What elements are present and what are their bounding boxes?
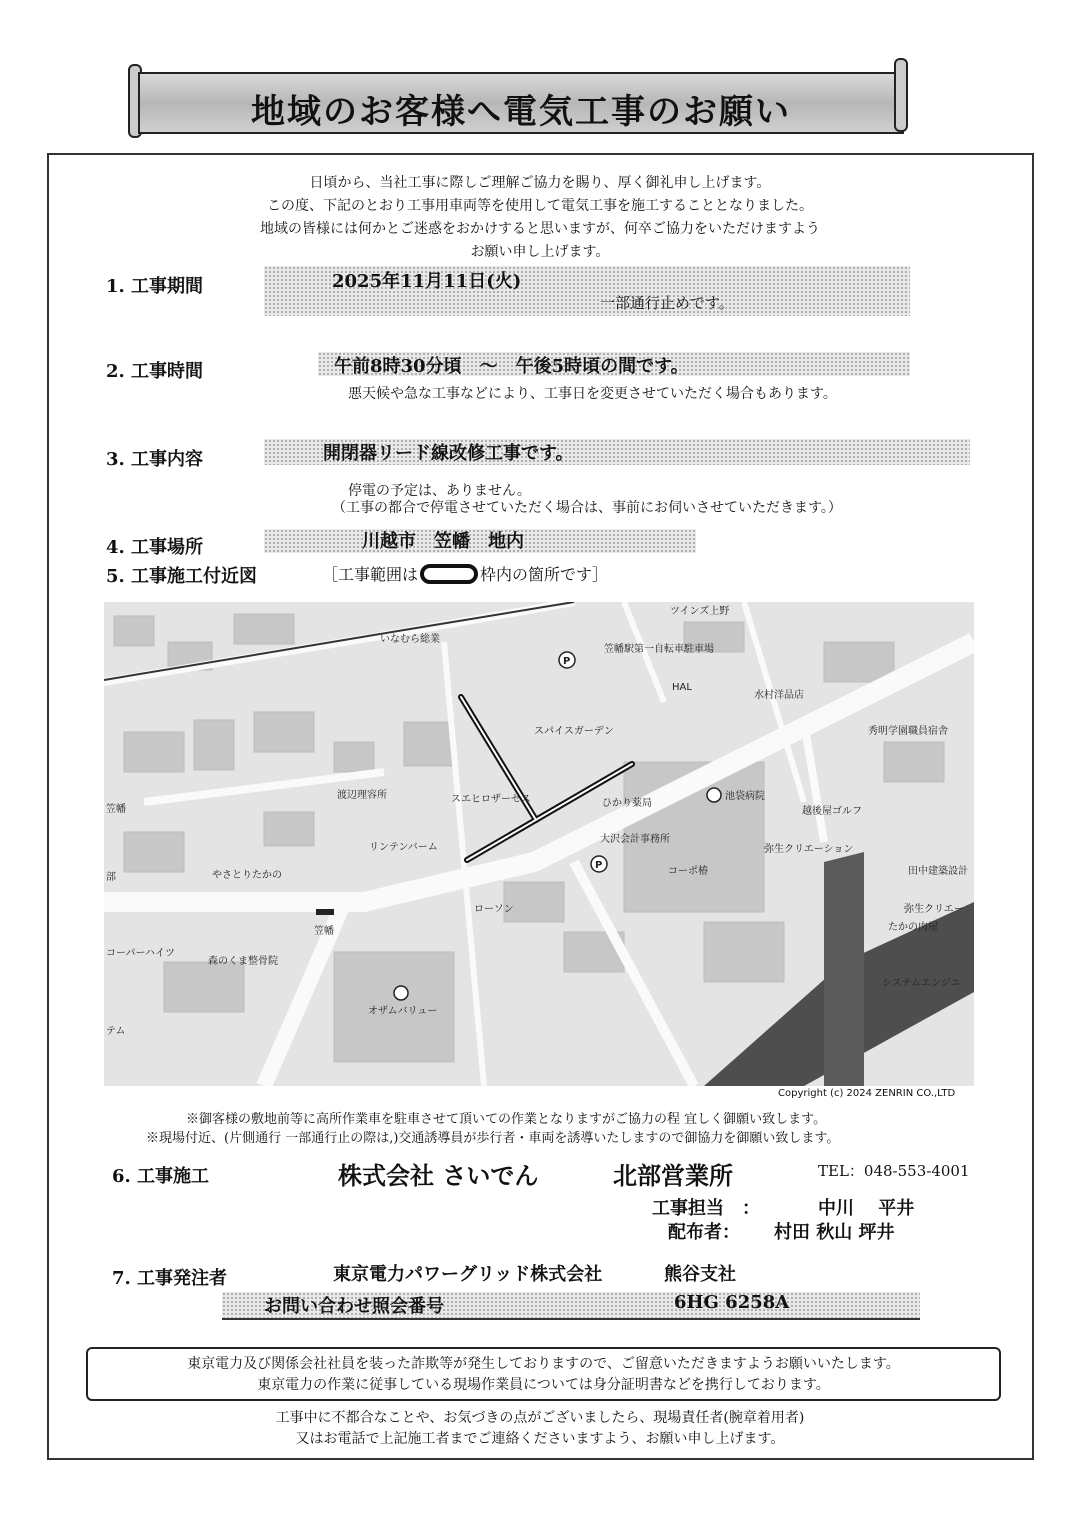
map-label-lawson: ローソン bbox=[474, 904, 514, 915]
map-dark-strip bbox=[824, 852, 864, 1086]
map-label-bu: 部 bbox=[106, 872, 116, 883]
intro-line: 地域の皆様には何かとご迷惑をおかけすると思いますが、何卒ご協力をいただけますよう bbox=[260, 221, 820, 237]
map-building bbox=[264, 812, 314, 846]
map-label-system: システムエンジニ bbox=[882, 978, 961, 989]
staff-label: 工事担当 ： bbox=[652, 1198, 760, 1219]
fraud-warning-box bbox=[86, 1347, 1001, 1401]
map-label-suehiro: スエヒロザーセス bbox=[451, 794, 531, 805]
map-building bbox=[824, 642, 894, 682]
map-label-spice: スパイスガーデン bbox=[534, 726, 614, 737]
closing-line: 又はお電話で上記施工者までご連絡くださいますよう、お願い申し上げます。 bbox=[295, 1431, 785, 1447]
map-building bbox=[404, 722, 454, 766]
client-company: 東京電力パワーグリッド株式会社 bbox=[333, 1264, 603, 1285]
map-label-corpo: コーポ椿 bbox=[668, 866, 708, 877]
period-label: 1. 工事期間 bbox=[106, 276, 204, 297]
map-label-yayoi-2: 弥生クリエー bbox=[904, 904, 964, 915]
time-value: 午前8時30分頃 ～ 午後5時頃の間です。 bbox=[334, 356, 689, 377]
distributor-names: 村田 秋山 坪井 bbox=[774, 1222, 895, 1243]
intro-line: この度、下記のとおり工事用車両等を使用して電気工事を施工することとなりました。 bbox=[267, 198, 813, 214]
title-banner bbox=[128, 58, 908, 136]
map-building bbox=[704, 922, 784, 982]
map-label-mizumura: 水村洋品店 bbox=[754, 690, 804, 701]
map-building bbox=[504, 882, 564, 922]
reference-label: お問い合わせ照会番号 bbox=[264, 1296, 444, 1317]
station-icon bbox=[316, 909, 334, 915]
map-building bbox=[164, 962, 244, 1012]
map-label-ikebukuro-hospital: 池袋病院 bbox=[725, 791, 765, 802]
time-note: 悪天候や急な工事などにより、工事日を変更させていただく場合もあります。 bbox=[348, 386, 837, 402]
map-copyright: Copyright (c) 2024 ZENRIN CO.,LTD bbox=[778, 1088, 956, 1099]
map-label-kasahata-2: 笠幡 bbox=[314, 926, 334, 937]
map-label-ozam: オザムバリュー bbox=[368, 1006, 438, 1017]
map-label-takano: たかの肉屋 bbox=[888, 922, 938, 933]
title-banner-body bbox=[138, 72, 904, 134]
map-label: 5. 工事施工付近図 bbox=[106, 566, 258, 587]
site-map-svg bbox=[104, 602, 974, 1086]
intro-line: 日頃から、当社工事に際しご理解ご協力を賜り、厚く御礼申し上げます。 bbox=[309, 175, 771, 191]
shop-icon bbox=[394, 986, 408, 1000]
place-label: 4. 工事場所 bbox=[106, 537, 204, 558]
map-label-echigoya: 越後屋ゴルフ bbox=[802, 806, 862, 817]
map-label-yayoi: 弥生クリエーション bbox=[764, 844, 854, 855]
period-date: 2025年11月11日(火) bbox=[332, 271, 522, 292]
closing-text bbox=[150, 1408, 930, 1450]
map-label-tem: テム bbox=[106, 1026, 126, 1037]
map-building bbox=[884, 742, 944, 782]
map-legend-note-after: 枠内の箇所です］ bbox=[480, 565, 609, 584]
map-label-yasatori: やさとりたかの bbox=[212, 870, 282, 881]
map-building bbox=[254, 712, 314, 752]
staff-names: 中川 平井 bbox=[818, 1198, 915, 1219]
contractor-office: 北部営業所 bbox=[613, 1161, 733, 1190]
map-label-watanabe: 渡辺理容所 bbox=[337, 790, 387, 801]
map-label-hal: HAL bbox=[672, 682, 692, 693]
hospital-icon bbox=[707, 788, 721, 802]
notice-line: ※御客様の敷地前等に高所作業車を駐車させて頂いての作業となりますがご協力の程 宜しく御願い致します。 bbox=[186, 1112, 827, 1127]
time-label: 2. 工事時間 bbox=[106, 361, 204, 382]
map-label-shumei: 秀明学園職員宿舎 bbox=[868, 726, 948, 737]
map-building bbox=[114, 616, 154, 646]
map-label-osawa: 大沢会計事務所 bbox=[600, 834, 670, 845]
distributor-label: 配布者： bbox=[668, 1222, 740, 1243]
intro-line: お願い申し上げます。 bbox=[470, 244, 610, 260]
map-building bbox=[234, 614, 294, 644]
content-note-1: 停電の予定は、ありません。 bbox=[348, 483, 531, 499]
map-building bbox=[194, 720, 234, 770]
fraud-warning-line: 東京電力及び関係会社社員を装った詐欺等が発生しておりますので、ご留意いただきますようお願いいたします。 bbox=[187, 1356, 900, 1372]
scroll-right-roll bbox=[894, 58, 908, 132]
client-branch: 熊谷支社 bbox=[664, 1264, 736, 1285]
contractor-company: 株式会社 さいでん bbox=[338, 1161, 539, 1190]
map-label-hikari: ひかり薬局 bbox=[602, 798, 652, 809]
contractor-tel: TEL：048-553-4001 bbox=[818, 1162, 970, 1180]
map-label-corpo-heights: コーパーハイツ bbox=[106, 948, 175, 959]
content-value: 開閉器リード線改修工事です。 bbox=[323, 443, 574, 464]
intro-text bbox=[150, 172, 930, 264]
map-label-tanaka: 田中建築設計 bbox=[908, 866, 968, 877]
map-label-twins: ツインズ上野 bbox=[670, 606, 730, 617]
period-note: 一部通行止めです。 bbox=[600, 294, 734, 312]
parking-icon-glyph: P bbox=[563, 656, 571, 667]
map-building bbox=[124, 732, 184, 772]
map-label-kasahata-1: 笠幡 bbox=[106, 804, 126, 815]
parking-icon-glyph: P bbox=[595, 860, 603, 871]
reference-number: 6HG 6258A bbox=[674, 1292, 790, 1313]
place-value: 川越市 笠幡 地内 bbox=[362, 531, 524, 552]
notice-line: ※現場付近、(片側通行 一部通行止の際は,)交通誘導員が歩行者・車両を誘導いたしますので御協力を御願い致します。 bbox=[146, 1131, 840, 1146]
map-building bbox=[334, 742, 374, 772]
map-label-inamura: いなむら総業 bbox=[380, 634, 440, 645]
range-frame-icon bbox=[420, 564, 478, 584]
content-note-2: （工事の都合で停電させていただく場合は、事前にお伺いさせていただきます。） bbox=[332, 500, 842, 516]
fraud-warning-line: 東京電力の作業に従事している現場作業員については身分証明書などを携行しております。 bbox=[257, 1377, 830, 1393]
map-building bbox=[124, 832, 184, 872]
map-legend-note bbox=[322, 562, 608, 585]
map-label-morinokuma: 森のくま整骨院 bbox=[208, 956, 278, 967]
contractor-label: 6. 工事施工 bbox=[112, 1166, 210, 1187]
client-label: 7. 工事発注者 bbox=[112, 1268, 228, 1289]
map-legend-note-before: ［工事範囲は bbox=[322, 565, 419, 584]
closing-line: 工事中に不都合なことや、お気づきの点がございましたら、現場責任者(腕章着用者) bbox=[275, 1410, 805, 1426]
map-label-bike-parking: 笠幡駅第一自転車駐車場 bbox=[604, 644, 714, 655]
content-label: 3. 工事内容 bbox=[106, 449, 204, 470]
site-map bbox=[104, 602, 974, 1086]
map-label-rinten: リンテンバーム bbox=[369, 842, 438, 853]
page-title: 地域のお客様へ電気工事のお願い bbox=[251, 92, 791, 132]
